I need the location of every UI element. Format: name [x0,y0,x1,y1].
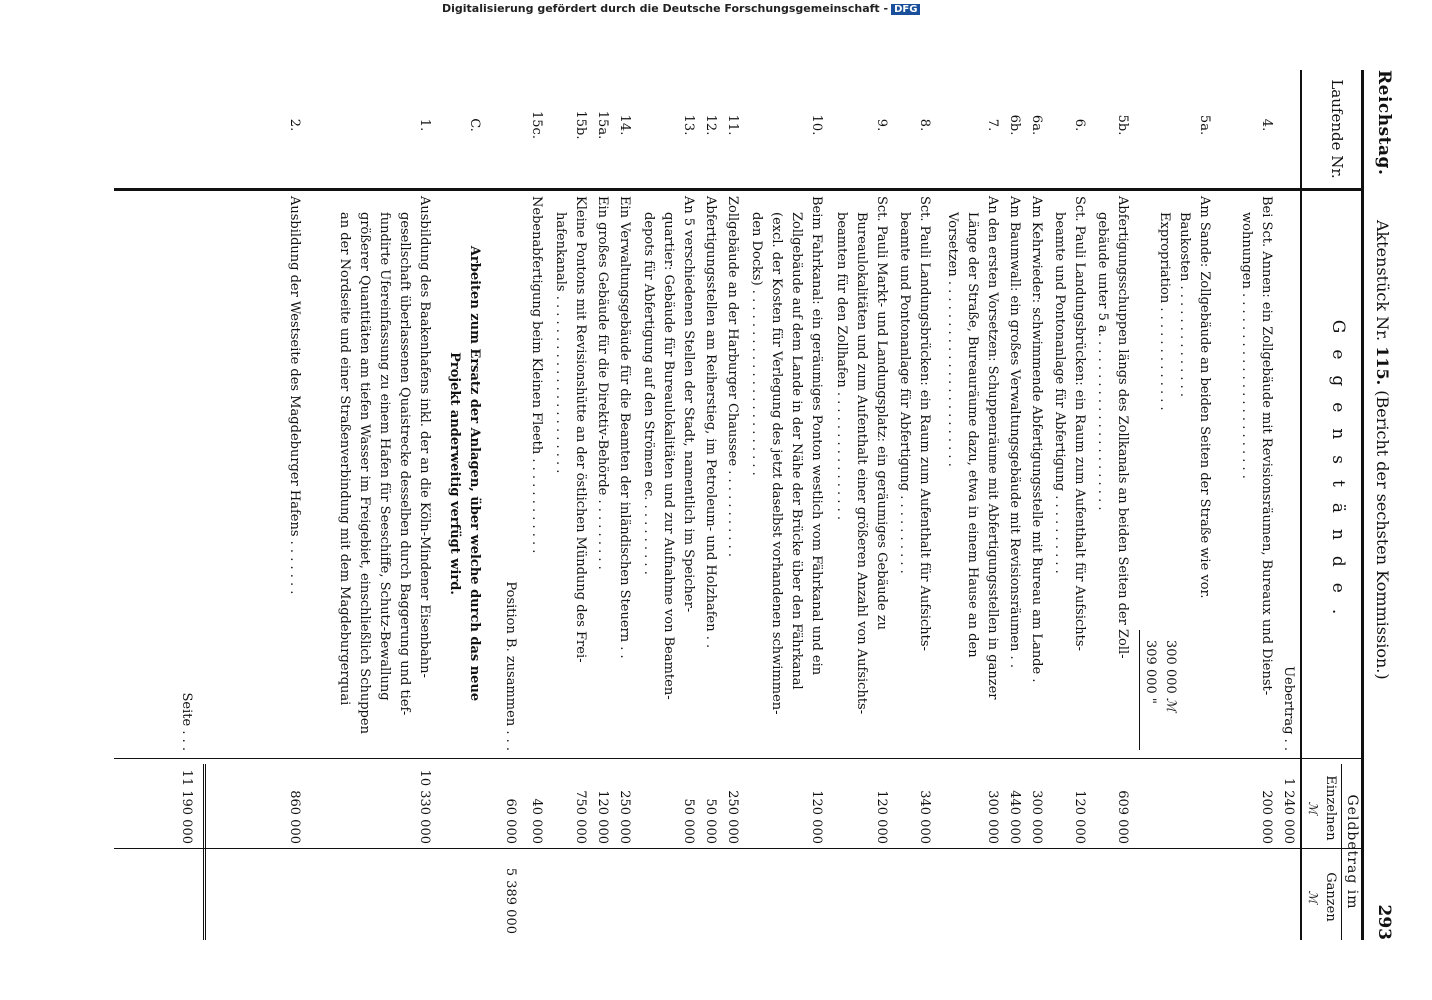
description-line: Nebenabfertigung beim Kleinen Fleeth . . . . . . . . . . . . [529,196,544,554]
description-line: Projekt anderweitig verfügt wird. [447,352,462,595]
description-line: Ein Verwaltungsgebäude für die Beamten der inländischen Steuern . . [617,196,632,659]
amount-einzelnen: 300 000 [1029,790,1044,844]
description-line: fundirte Ufereinfassung zu einem Hafen für Seeschiffe, Schutz-Bewallung [377,212,392,701]
description-line: An 5 verschiedenen Stellen der Stadt, namentlich im Speicher- [681,196,696,613]
row-description [894,196,934,751]
description-line: Am Kehrwieder: schwimmende Abfertigungsstelle mit Bureau am Lande . [1029,196,1044,683]
row-number: 15b. [573,110,588,140]
row-number: 5a. [1197,114,1212,136]
row-description [334,196,434,751]
row-number: 8. [917,118,932,132]
col-header-geldbetrag: Geldbetrag im [1344,794,1360,910]
budget-table [114,70,1364,940]
description-line: größerer Quantitäten am tiefen Wasser im Freigebiet, einschließlich Schuppen [357,212,372,734]
description-line: Expropriation . . . . . . . . . . . . . [1157,212,1172,411]
description-line: Zollgebäude an der Harburger Chaussee . . . . . . . . . . . [725,196,740,558]
page-header [1362,70,1394,940]
row-description [1092,196,1132,751]
amount-einzelnen: 340 000 [917,790,932,844]
description-line: Ausbildung des Baakenhafens inkl. der an die Köln-Mindener Eisenbahn- [417,196,432,678]
row-number: 5b. [1115,114,1130,136]
description-line: Kleine Pontons mit Revisionshütte an der östlichen Mündung des Frei- [573,196,588,663]
header-subrule [1341,764,1342,940]
column-divider-text [114,758,1364,759]
amount-einzelnen: 1 240 000 [1281,777,1296,844]
description-line: hafenkanals . . . . . . . . . . . . . . . . . . . . . . [553,212,568,474]
row-description [592,196,612,751]
description-line: Position B. zusammen . . . [503,581,518,751]
description-line: wohnungen . . . . . . . . . . . . . . . . . . . . . . . [1239,212,1254,479]
column-divider-number [114,188,1364,191]
amount-einzelnen: 120 000 [595,790,610,844]
description-line: an der Nordseite und einer Straßenverbindung mit dem Magdeburgerquai [337,212,352,706]
row-description [1049,196,1089,751]
table-top-rule [1361,70,1364,940]
unit-mark-ganzen: ℳ [1306,890,1320,904]
row-description [1004,196,1024,751]
row-description [284,196,304,751]
row-number: 12. [703,114,718,136]
amount-einzelnen: 250 000 [617,790,632,844]
amount-einzelnen: 300 000 [985,790,1000,844]
baukosten-amount: 300 000 ℳ [1163,640,1178,712]
row-description [526,196,546,751]
amount-einzelnen: 11 190 000 [179,769,194,844]
amount-einzelnen: 750 000 [573,790,588,844]
row-description [1278,196,1298,751]
description-line: Uebertrag . . [1281,666,1296,751]
description-line: Sct. Pauli Markt- und Landungsplatz: ein geräumiges Gebäude zu [874,196,889,631]
row-description [638,196,698,751]
description-line: Sct. Pauli Landungsbrücken: ein Raum zum Aufenthalt für Aufsichts- [917,196,932,651]
column-divider-amounts [114,848,1364,849]
col-header-gegenstaende: Gegenstände. [1328,319,1348,631]
row-description [550,196,590,751]
amount-einzelnen: 40 000 [529,798,544,844]
row-description [831,196,891,751]
row-number: 13. [681,114,696,136]
amount-einzelnen: 10 330 000 [417,769,432,844]
description-line: Baukosten . . . . . . . . . . . . . . [1177,212,1192,398]
description-line: beamte und Pontonanlage für Abfertigung . . . . . . . . . . [1052,212,1067,574]
sum-subrule [1139,630,1140,750]
row-number: 6b. [1007,114,1022,136]
row-description [722,196,742,751]
description-line: Ein großes Gebäude für die Direktiv-Behörde . . . . . . . . . [595,196,610,570]
description-line: (excl. der Kosten für Verlegung des jetzt daselbst vorhandenen schwimmen- [769,212,784,715]
description-line: gesellschaft überlassenen Quaistrecke desselben durch Baggerung und tief- [397,212,412,716]
page-number: 293 [1374,904,1394,940]
description-line: Abfertigungsschuppen längs des Zollkanals an beiden Seiten der Zoll- [1115,196,1130,659]
col-header-einzelnen: Einzelnen [1323,775,1338,841]
row-description [444,196,484,751]
amount-einzelnen: 609 000 [1115,790,1130,844]
row-number: 2. [287,118,302,132]
row-number: 1. [417,118,432,132]
description-line: Sct. Pauli Landungsbrücken: ein Raum zum Aufenthalt für Aufsichts- [1072,196,1087,651]
row-description [614,196,634,751]
amount-einzelnen: 60 000 [503,798,518,844]
description-line: beamten für den Zollhafen . . . . . . . . . . . . . . . . [834,212,849,520]
description-line: Beim Fahrkanal: ein geräumiges Ponton westlich vom Fährkanal und ein [809,196,824,676]
row-number: 14. [617,114,632,136]
description-line: Zollgebäude auf dem Lande in der Nähe der Brücke über den Fährkanal [789,212,804,690]
description-line: Am Sande: Zollgebäude an beiden Seiten der Straße wie vor. [1197,196,1212,599]
header-title: Aktenstück Nr. 115. (Bericht der sechsten Kommission.) [1373,220,1392,680]
description-line: Vorsetzen . . . . . . . . . . . . . . . . . . . . . . . [945,212,960,467]
header-rule [1300,70,1302,940]
row-description [1236,196,1276,751]
row-description [700,196,720,751]
row-number: 11. [725,114,740,136]
col-header-ganzen: Ganzen [1323,872,1338,922]
row-description [942,196,1002,751]
expropriation-amount: 309 000 " [1143,640,1158,704]
description-line: Ausbildung der Westseite des Magdeburger Hafens . . . . . . . [287,196,302,595]
description-line: den Docks) . . . . . . . . . . . . . . . . . . . . . . . [749,212,764,476]
row-number: 9. [874,118,889,132]
row-number: C. [467,118,482,132]
amount-einzelnen: 200 000 [1259,790,1274,844]
row-description [746,196,826,751]
row-description [1026,196,1046,751]
row-description [1154,196,1214,751]
row-number: 7. [985,118,1000,132]
description-line: Länge der Straße, Bureauräume dazu, etwa in einem Hause an den [965,212,980,658]
row-number: 6. [1072,118,1087,132]
description-line: Bei Sct. Annen: ein Zollgebäude mit Revisionsräumen, Bureaux und Dienst- [1259,196,1274,696]
digitization-credit: Digitalisierung gefördert durch die Deutsche Forschungsgemeinschaft - DFG [442,2,1432,15]
amount-einzelnen: 50 000 [681,798,696,844]
description-line: gebäude unter 5 a. . . . . . . . . . . . . . . . . . . . . . [1095,212,1110,511]
header-reichstag: Reichstag. [1374,70,1394,176]
row-number: 6a. [1029,114,1044,136]
amount-einzelnen: 250 000 [725,790,740,844]
description-line: Arbeiten zum Ersatz der Anlagen, über welche durch das neue [467,245,482,702]
amount-einzelnen: 120 000 [809,790,824,844]
row-number: 15a. [595,110,610,140]
row-description [500,196,520,751]
unit-mark-einzelnen: ℳ [1306,801,1320,815]
amount-einzelnen: 50 000 [703,798,718,844]
page-sum-rule [203,764,206,940]
description-line: Bureaulokalitäten und zum Aufenthalt einer größeren Anzahl von Aufsichts- [854,212,869,715]
row-number: 10. [809,114,824,136]
row-number: 15c. [529,111,544,139]
description-line: Am Baumwall: ein großes Verwaltungsgebäude mit Revisionsräumen . . [1007,196,1022,668]
amount-ganzen: 5 389 000 [503,867,518,934]
amount-einzelnen: 440 000 [1007,790,1022,844]
col-header-laufende-nr: Laufende Nr. [1328,79,1346,179]
amount-einzelnen: 860 000 [287,790,302,844]
dfg-logo: DFG [891,4,920,15]
description-line: An den ersten Vorsetzen: Schuppenräume mit Abfertigungsstellen in ganzer [985,196,1000,700]
description-line: Seite . . . [179,692,194,751]
amount-einzelnen: 120 000 [874,790,889,844]
description-line: depots für Abfertigung auf den Strömen ec. . . . . . . . . . [641,212,656,575]
description-line: beamte und Pontonanlage für Abfertigung . . . . . . . . . . [897,212,912,574]
row-description [176,196,196,751]
row-number: 4. [1259,118,1274,132]
description-line: quartier: Gebäude für Bureaulokalitäten und zur Aufnahme von Beamten- [661,212,676,700]
description-line: Abfertigungsstellen am Reiherstieg, im Petroleum- und Holzhafen . . [703,196,718,649]
amount-einzelnen: 120 000 [1072,790,1087,844]
